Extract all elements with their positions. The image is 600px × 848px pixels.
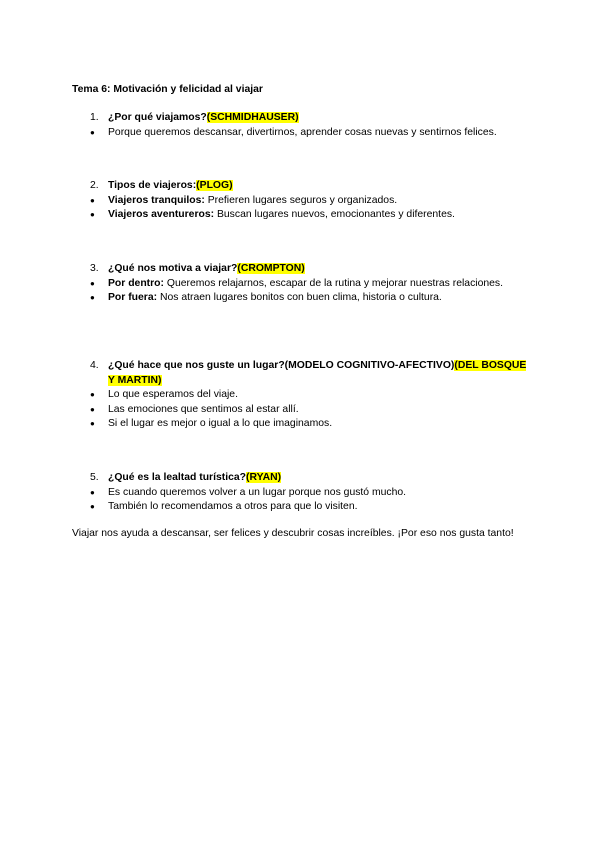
bullet-text: Porque queremos descansar, divertirnos, aprender cosas nuevas y sentirnos felices. <box>108 126 497 138</box>
document-title: Tema 6: Motivación y felicidad al viajar <box>72 84 263 95</box>
list-item <box>72 403 532 418</box>
author-highlight: (PLOG) <box>196 180 233 191</box>
section-number: 5. <box>90 472 99 483</box>
section-heading <box>72 262 532 277</box>
bullet-text: Prefieren lugares seguros y organizados. <box>204 194 398 206</box>
section-heading <box>72 359 532 388</box>
bullet-text: Queremos relajarnos, escapar de la rutina y mejorar nuestras relaciones. <box>164 277 504 289</box>
section-heading-text: ¿Qué nos motiva a viajar? <box>108 263 238 274</box>
author-highlight: (SCHMIDHAUSER) <box>206 112 299 123</box>
bullet-text: Nos atraen lugares bonitos con buen clima, historia o cultura. <box>157 292 442 303</box>
author-highlight: (DEL BOSQUE Y MARTIN) <box>108 360 527 386</box>
bullet-text: Si el lugar es mejor o igual a lo que imaginamos. <box>108 418 333 429</box>
bullet-list <box>72 486 532 515</box>
section-heading-text: ¿Qué hace que nos guste un lugar?(MODELO COGNITIVO-AFECTIVO) <box>108 360 455 371</box>
list-item <box>72 208 532 223</box>
bullet-list <box>72 388 532 432</box>
list-item <box>72 417 532 432</box>
section-heading <box>72 111 532 126</box>
list-item <box>72 388 532 403</box>
section-heading <box>72 179 532 194</box>
section-4 <box>72 359 532 432</box>
list-item <box>72 486 532 501</box>
bullet-text: Buscan lugares nuevos, emocionantes y diferentes. <box>214 209 455 220</box>
section-heading-text: Tipos de viajeros: <box>108 180 197 191</box>
bullet-text: También lo recomendamos a otros para que lo visiten. <box>108 501 358 512</box>
section-2 <box>72 179 532 223</box>
bullet-list <box>72 277 532 306</box>
bullet-bold: Por dentro: <box>108 277 164 289</box>
list-item <box>72 291 532 306</box>
bullet-list <box>72 126 532 141</box>
list-item <box>72 194 532 209</box>
bullet-text: Las emociones que sentimos al estar allí. <box>108 403 299 415</box>
section-1 <box>72 111 532 140</box>
section-heading-text: ¿Qué es la lealtad turística? <box>108 472 247 483</box>
section-5 <box>72 471 532 515</box>
section-heading-text: ¿Por qué viajamos? <box>108 112 207 123</box>
section-number: 2. <box>90 180 99 191</box>
author-highlight: (RYAN) <box>246 472 282 483</box>
author-highlight: (CROMPTON) <box>237 263 305 274</box>
section-number: 3. <box>90 263 99 274</box>
list-item <box>72 277 532 292</box>
section-number: 1. <box>90 112 99 123</box>
list-item <box>72 126 532 141</box>
bullet-text: Lo que esperamos del viaje. <box>108 389 238 400</box>
bullet-bold: Por fuera: <box>108 292 158 303</box>
section-heading <box>72 471 532 486</box>
closing-paragraph: Viajar nos ayuda a descansar, ser felices y descubrir cosas increíbles. ¡Por eso nos gusta tanto! <box>72 528 514 539</box>
section-3 <box>72 262 532 306</box>
list-item <box>72 500 532 515</box>
bullet-bold: Viajeros aventureros: <box>108 209 215 220</box>
bullet-text: Es cuando queremos volver a un lugar porque nos gustó mucho. <box>108 486 407 498</box>
section-number: 4. <box>90 360 99 371</box>
bullet-bold: Viajeros tranquilos: <box>108 194 205 206</box>
bullet-list <box>72 194 532 223</box>
